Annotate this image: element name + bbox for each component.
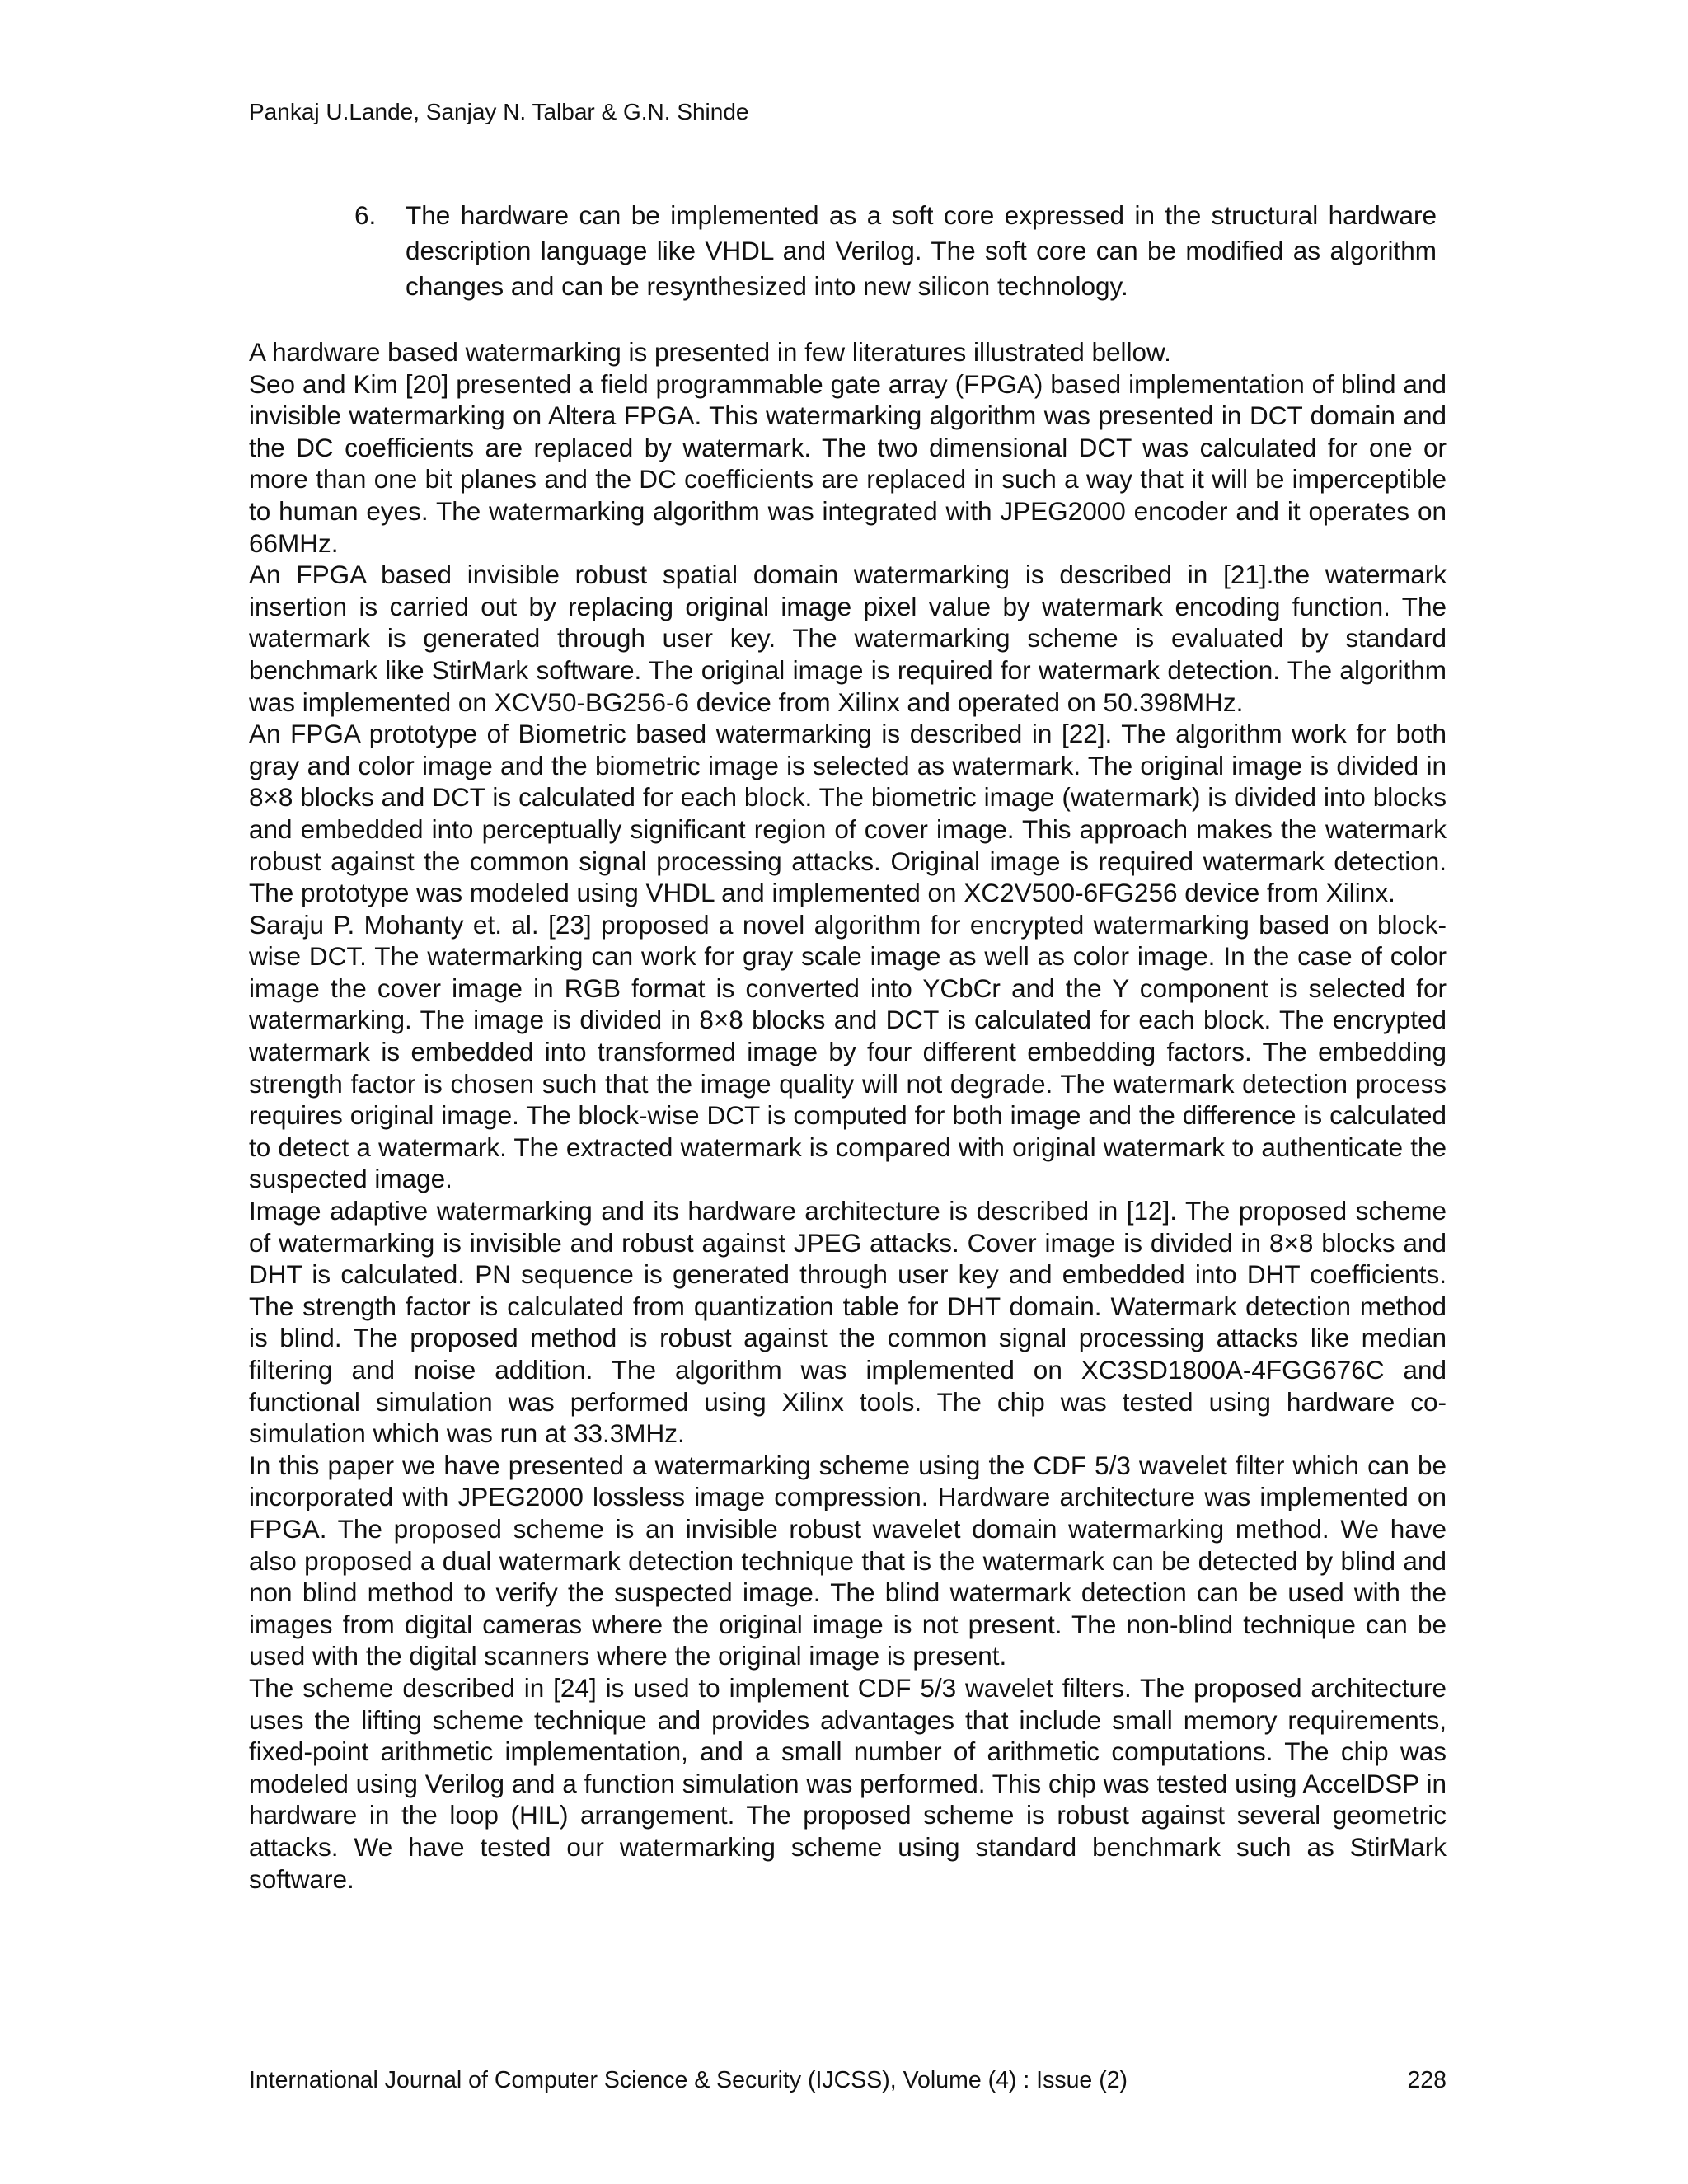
list-item-text: The hardware can be implemented as a soft core expressed in the structural hardware description language like VHDL and Verilog. The soft core can be modified as algorithm changes and can be resynthesized into new silicon technology. [406,200,1437,301]
paragraph-this-paper: In this paper we have presented a watermarking scheme using the CDF 5/3 wavelet filter which can be incorporated with JPEG2000 lossless image compression. Hardware architecture was implemented on FPGA. The proposed scheme is an invisible robust wavelet domain watermarking method. We have also proposed a dual watermark detection technique that is the watermark can be detected by blind and non blind method to verify the suspected image. The blind watermark detection can be used with the images from digital cameras where the original image is not present. The non-blind technique can be used with the digital scanners where the original image is present. [249,1450,1447,1671]
running-head-authors: Pankaj U.Lande, Sanjay N. Talbar & G.N. Shinde [249,99,749,124]
footer-journal: International Journal of Computer Science & Security (IJCSS), Volume (4) : Issue (2) [249,2067,1128,2093]
paragraph-mohanty: Saraju P. Mohanty et. al. [23] proposed a novel algorithm for encrypted watermarking based on block-wise DCT. The watermarking can work for gray scale image as well as color image. In the case of color image the cover image in RGB format is converted into YCbCr and the Y component is selected for watermarking. The image is divided in 8×8 blocks and DCT is calculated for each block. The encrypted watermark is embedded into transformed image by four different embedding factors. The embedding strength factor is chosen such that the image quality will not degrade. The watermark detection process requires original image. The block-wise DCT is computed for both image and the difference is calculated to detect a watermark. The extracted watermark is compared with original watermark to authenticate the suspected image. [249,909,1447,1194]
paragraph-seo-kim: Seo and Kim [20] presented a field programmable gate array (FPGA) based implementation of blind and invisible watermarking on Altera FPGA. This watermarking algorithm was presented in DCT domain and the DC coefficients are replaced by watermark. The two dimensional DCT was calculated for one or more than one bit planes and the DC coefficients are replaced in such a way that it will be imperceptible to human eyes. The watermarking algorithm was integrated with JPEG2000 encoder and it operates on 66MHz. [249,368,1447,558]
body-text [249,336,1447,1895]
paragraph-cdf-scheme: The scheme described in [24] is used to implement CDF 5/3 wavelet filters. The proposed architecture uses the lifting scheme technique and provides advantages that include small memory requirements, fixed-point arithmetic implementation, and a small number of arithmetic computations. The chip was modeled using Verilog and a function simulation was performed. This chip was tested using AccelDSP in hardware in the loop (HIL) arrangement. The proposed scheme is robust against several geometric attacks. We have tested our watermarking scheme using standard benchmark such as StirMark software. [249,1672,1447,1894]
list-item-6 [354,198,1437,304]
page-number: 228 [1407,2067,1447,2093]
list-item-number: 6. [354,200,377,230]
paragraph-intro: A hardware based watermarking is presented in few literatures illustrated bellow. [249,337,1171,367]
paragraph-image-adaptive: Image adaptive watermarking and its hardware architecture is described in [12]. The proposed scheme of watermarking is invisible and robust against JPEG attacks. Cover image is divided in 8×8 blocks and DHT is calculated. PN sequence is generated through user key and embedded into DHT coefficients. The strength factor is calculated from quantization table for DHT domain. Watermark detection method is blind. The proposed method is robust against the common signal processing attacks like median filtering and noise addition. The algorithm was implemented on XC3SD1800A-4FGG676C and functional simulation was performed using Xilinx tools. The chip was tested using hardware co-simulation which was run at 33.3MHz. [249,1196,1447,1449]
paragraph-spatial-domain: An FPGA based invisible robust spatial domain watermarking is described in [21].the watermark insertion is carried out by replacing original image pixel value by watermark encoding function. The watermark is generated through user key. The watermarking scheme is evaluated by standard benchmark like StirMark software. The original image is required for watermark detection. The algorithm was implemented on XCV50-BG256-6 device from Xilinx and operated on 50.398MHz. [249,560,1447,717]
paragraph-biometric: An FPGA prototype of Biometric based watermarking is described in [22]. The algorithm work for both gray and color image and the biometric image is selected as watermark. The original image is divided in 8×8 blocks and DCT is calculated for each block. The biometric image (watermark) is divided into blocks and embedded into perceptually significant region of cover image. This approach makes the watermark robust against the common signal processing attacks. Original image is required watermark detection. The prototype was modeled using VHDL and implemented on XC2V500-6FG256 device from Xilinx. [249,719,1447,908]
